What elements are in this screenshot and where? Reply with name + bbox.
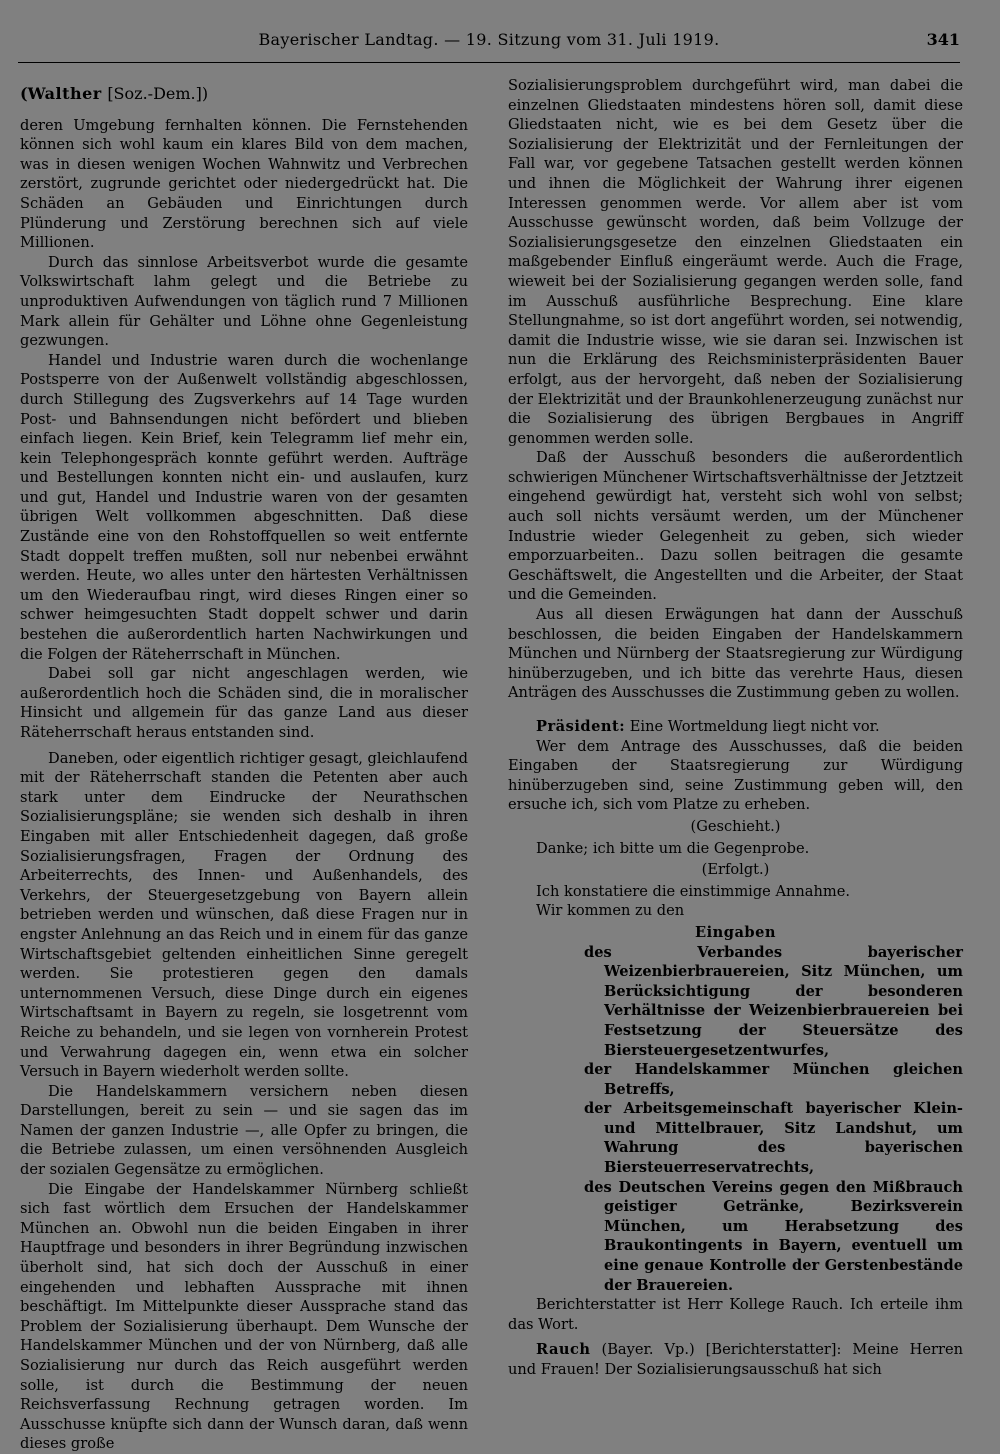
- running-head: [18, 30, 960, 58]
- speaker-heading: [20, 84, 468, 104]
- paragraph: Wir kommen zu den: [536, 902, 685, 920]
- paragraph: Handel und Industrie waren durch die wochenlange Postsperre von der Außenwelt vollständig abgeschlossen, durch Stillegung des Zugsverkehrs auf 14 Tage wurden Post- und Bahnsendungen nicht befördert und blieben einfach liegen. Kein Brief, kein Telegramm lief mehr ein, kein Telephongespräch konnte geführt werden. Aufträge und Bestellungen konnten nicht ein- und auslaufen, kurz und gut, Handel und Industrie waren von der gesamten übrigen Welt vollkommen abgeschnitten. Daß diese Zustände eine von den Rohstoffquellen so weit entfernte Stadt doppelt treffen mußten, soll nur nebenbei erwähnt werden. Heute, wo alles unter den härtesten Verhältnissen um den Wiederaufbau ringt, wird dieses Ringen einer so schwer heimgesuchten Stadt doppelt schwer und darin bestehen die außerordentlich harten Nachwirkungen und die Folgen der Räteherrschaft in München.: [20, 351, 468, 663]
- paragraph: Die Eingabe der Handelskammer Nürnberg schließt sich fast wörtlich dem Ersuchen der Handelskammer München an. Obwohl nun die beiden Eingaben in ihrer Hauptfrage und besonders in ihrer Begründung inzwischen überholt sind, hat sich doch der Ausschuß in einer eingehenden und lebhaften Aussprache mit ihnen beschäftigt. Im Mittelpunkte dieser Aussprache stand das Problem der Sozialisierung überhaupt. Dem Wunsche der Handelskammer München und der von Nürnberg, daß alle Sozialisierung nur durch das Reich ausgeführt werden solle, ist durch die Bestimmung der neuen Reichsverfassung Rechnung getragen worden. Im Ausschusse knüpfte sich dann der Wunsch daran, daß wenn dieses große: [20, 1180, 468, 1453]
- paragraph: Durch das sinnlose Arbeitsverbot wurde die gesamte Volkswirtschaft lahm gelegt und die Betriebe zu unproduktiven Aufwendungen von täglich rund 7 Millionen Mark allein für Gehälter und Löhne ohne Gegenleistung gezwungen.: [20, 253, 468, 350]
- paragraph: Wer dem Antrage des Ausschusses, daß die beiden Eingaben der Staatsregierung zur Würdigung hinüberzugeben sind, seine Zustimmung geben will, den ersuche ich, sich vom Platze zu erheben.: [508, 737, 963, 814]
- president-statement: [508, 717, 963, 737]
- paragraph: Daß der Ausschuß besonders die außerordentlich schwierigen Münchener Wirtschaftsverhältnisse der Jetztzeit eingehend gewürdigt hat, versteht sich wohl von selbst; auch soll nichts versäumt werden, um der Münchener Industrie wieder Gelegenheit zu geben, sich wieder emporzuarbeiten.. Dazu sollen beitragen die gesamte Geschäftswelt, die Angestellten und die Arbeiter, der Staat und die Gemeinden.: [508, 449, 963, 604]
- speaker-statement: [508, 1340, 963, 1379]
- speaker-party: [Soz.-Dem.]): [107, 84, 209, 103]
- running-title: Bayerischer Landtag. — 19. Sitzung vom 31. Juli 1919.: [258, 30, 720, 49]
- paragraph: Die Handelskammern versichern neben diesen Darstellungen, bereit zu sein — und sie sagen das im Namen der ganzen Industrie —, alle Opfer zu bringen, die die Betriebe zulassen, um einen versöhnenden Ausgleich der sozialen Gegensätze zu ermöglichen.: [20, 1082, 468, 1179]
- paragraph: Danke; ich bitte um die Gegenprobe.: [536, 839, 810, 857]
- petition-item: der Arbeitsgemeinschaft bayerischer Klein- und Mittelbrauer, Sitz Landshut, um Wahrung des bayerischen Biersteuerreservatrechts,: [584, 1100, 963, 1177]
- rauch-label: Rauch: [536, 1341, 591, 1359]
- speaker-name: Walther: [27, 84, 102, 103]
- left-column: [20, 76, 468, 1454]
- paragraph: Berichterstatter ist Herr Kollege Rauch. Ich erteile ihm das Wort.: [508, 1296, 963, 1333]
- right-column: [508, 76, 963, 1380]
- petition-item: der Handelskammer München gleichen Betreffs,: [584, 1061, 963, 1098]
- petition-item: des Verbandes bayerischer Weizenbierbrauereien, Sitz München, um Berücksichtigung der besonderen Verhältnisse der Weizenbierbrauereien bei Festsetzung der Steuersätze des Biersteuergesetzentwurfes,: [584, 943, 963, 1059]
- paragraph: Aus all diesen Erwägungen hat dann der Ausschuß beschlossen, die beiden Eingaben der Handelskammern München und Nürnberg der Staatsregierung zur Würdigung hinüberzugeben, und ich bitte das verehrte Haus, diesen Anträgen des Ausschusses die Zustimmung geben zu wollen.: [508, 606, 963, 702]
- paragraph: Dabei soll gar nicht angeschlagen werden, wie außerordentlich hoch die Schäden sind, die in moralischer Hinsicht und allgemein für das ganze Land aus dieser Räteherrschaft heraus entstanden sind.: [20, 665, 468, 741]
- paragraph: Sozialisierungsproblem durchgeführt wird, man dabei die einzelnen Gliedstaaten mindestens hören soll, damit diese Gliedstaaten nicht, wie es bei dem Gesetz über die Sozialisierung der Elektrizität und der Fernleitungen der Fall war, vor gegebene Tatsachen gestellt werden können und ihnen die Möglichkeit der Wahrung ihrer eigenen Interessen genommen werde. Vor allem aber ist vom Ausschusse gewünscht worden, daß beim Vollzuge der Sozialisierungsgesetze den einzelnen Gliedstaaten ein maßgebender Einfluß eingeräumt werde. Auch die Frage, wieweit bei der Sozialisierung gegangen werden solle, fand im Ausschuß ausführliche Besprechung. Eine klare Stellungnahme, so ist dort angeführt worden, sei notwendig, damit die Industrie wisse, wie sie daran sei. Inzwischen ist nun die Erklärung des Reichsministerpräsidenten Bauer erfolgt, aus der hervorgeht, daß neben der Sozialisierung der Elektrizität und der Braunkohlenerzeugung zunächst nur die Sozialisierung des übrigen Bergbaues in Angriff genommen werden solle.: [508, 77, 963, 447]
- petition-item: des Deutschen Vereins gegen den Mißbrauch geistiger Getränke, Bezirksverein München, um Herabsetzung des Braukontingents in Bayern, eventuell um eine genaue Kontrolle der Gerstenbestände der Brauereien.: [584, 1178, 963, 1294]
- header-rule: [18, 62, 960, 63]
- spacer: [508, 703, 963, 717]
- stage-direction: (Erfolgt.): [701, 861, 770, 879]
- eingaben-title: Eingaben: [694, 923, 777, 941]
- speaker-open-paren: (: [20, 84, 28, 103]
- president-text: Eine Wortmeldung liegt nicht vor.: [625, 718, 880, 735]
- paragraph: Ich konstatiere die einstimmige Annahme.: [536, 882, 851, 900]
- paragraph: Daneben, oder eigentlich richtiger gesagt, gleichlaufend mit der Räteherrschaft standen die Petenten aber auch stark unter dem Eindrucke der Neurathschen Sozialisierungspläne; sie wenden sich deshalb in ihren Eingaben mit aller Entschiedenheit dagegen, daß große Sozialisierungsfragen, Fragen der Ordnung des Arbeiterrechts, des Innen- und Außenhandels, des Verkehrs, der Steuergesetzgebung von Bayern allein betrieben werden und wünschen, daß diese Fragen nur in engster Anlehnung an das Reich und in einem für das ganze Wirtschaftsgebiet geltenden einheitlichen Sinne geregelt werden. Sie protestieren gegen den damals unternommenen Versuch, diese Dinge durch ein eigenes Wirtschaftsamt in Bayern zu regeln, sie losgetrennt vom Reiche zu behandeln, und sie legen von vornherein Protest und Verwahrung dagegen ein, wenn etwa ein solcher Versuch in Bayern wiederholt werden sollte.: [20, 749, 468, 1081]
- page-number: 341: [926, 30, 960, 49]
- paragraph: deren Umgebung fernhalten können. Die Fernstehenden können sich wohl kaum ein klares Bild von dem machen, was in diesen wenigen Wochen Wahnwitz und Verbrechen zerstört, zugrunde gerichtet oder niedergedrückt hat. Die Schäden an Gebäuden und Einrichtungen durch Plünderung und Zerstörung berechnen sich auf viele Millionen.: [20, 116, 468, 252]
- rauch-text: (Bayer. Vp.) [Berichterstatter]: Meine Herren und Frauen! Der Sozialisierungsausschuß hat sich: [508, 1341, 963, 1378]
- stage-direction: (Geschieht.): [690, 817, 781, 835]
- president-label: Präsident:: [536, 718, 626, 735]
